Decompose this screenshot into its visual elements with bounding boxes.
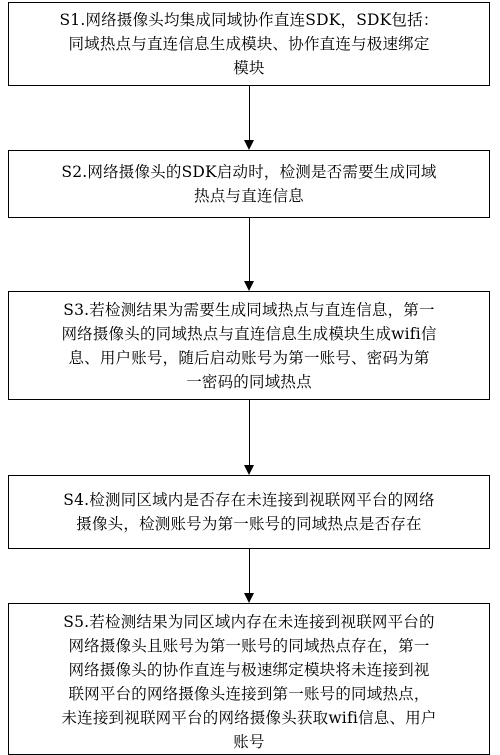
step-s4-box bbox=[8, 475, 490, 549]
connector-line-3 bbox=[249, 400, 250, 465]
step-s3-line-3: 息、用户账号，随后启动账号为第一账号、密码为第 bbox=[68, 348, 430, 367]
step-s5-line-4: 联网平台的网络摄像头连接到第一账号的同域热点， bbox=[68, 685, 430, 703]
arrow-down-icon bbox=[244, 140, 254, 150]
step-s5-line-1: S5.若检测结果为同区域内存在未连接到视联网平台的 bbox=[63, 613, 435, 631]
step-s2-line-1: S2.网络摄像头的SDK启动时，检测是否需要生成同域 bbox=[61, 163, 437, 181]
step-s5-text bbox=[61, 610, 436, 754]
step-s2-text bbox=[61, 160, 436, 208]
arrow-down-icon bbox=[244, 465, 254, 475]
step-s1-box bbox=[8, 2, 490, 86]
step-s3-text bbox=[61, 298, 436, 394]
connector-line-1 bbox=[249, 86, 250, 140]
connector-line-4 bbox=[249, 549, 250, 593]
step-s5-line-5: 未连接到视联网平台的网络摄像头获取wifi信息、用户 bbox=[61, 709, 437, 727]
connector-line-2 bbox=[249, 218, 250, 281]
step-s4-line-1: S4.检测同区域内是否存在未连接到视联网平台的网络 bbox=[63, 491, 435, 509]
step-s1-line-2: 同域热点与直连信息生成模块、协作直连与极速绑定 bbox=[68, 35, 430, 53]
step-s2-box bbox=[8, 150, 490, 218]
step-s4-text bbox=[63, 488, 434, 536]
step-s5-line-3: 网络摄像头的协作直连与极速绑定模块将未连接到视 bbox=[68, 661, 430, 679]
step-s1-text bbox=[59, 8, 438, 80]
step-s5-line-6: 账号 bbox=[233, 733, 265, 751]
arrow-down-icon bbox=[244, 593, 254, 603]
step-s4-line-2: 摄像头，检测账号为第一账号的同域热点是否存在 bbox=[76, 515, 422, 533]
arrow-down-icon bbox=[244, 281, 254, 291]
step-s3-line-4: 一密码的同域热点 bbox=[186, 372, 312, 391]
step-s3-line-2: 网络摄像头的同域热点与直连信息生成模块生成wifi信 bbox=[61, 324, 437, 343]
step-s3-box bbox=[8, 291, 490, 400]
step-s3-line-1: S3.若检测结果为需要生成同域热点与直连信息，第一 bbox=[63, 300, 435, 319]
step-s1-line-3: 模块 bbox=[233, 59, 265, 77]
step-s1-line-1: S1.网络摄像头均集成同域协作直连SDK，SDK包括： bbox=[59, 11, 439, 29]
step-s5-line-2: 网络摄像头且账号为第一账号的同域热点存在，第一 bbox=[68, 637, 430, 655]
step-s5-box bbox=[8, 603, 490, 755]
step-s2-line-2: 热点与直连信息 bbox=[194, 187, 304, 205]
